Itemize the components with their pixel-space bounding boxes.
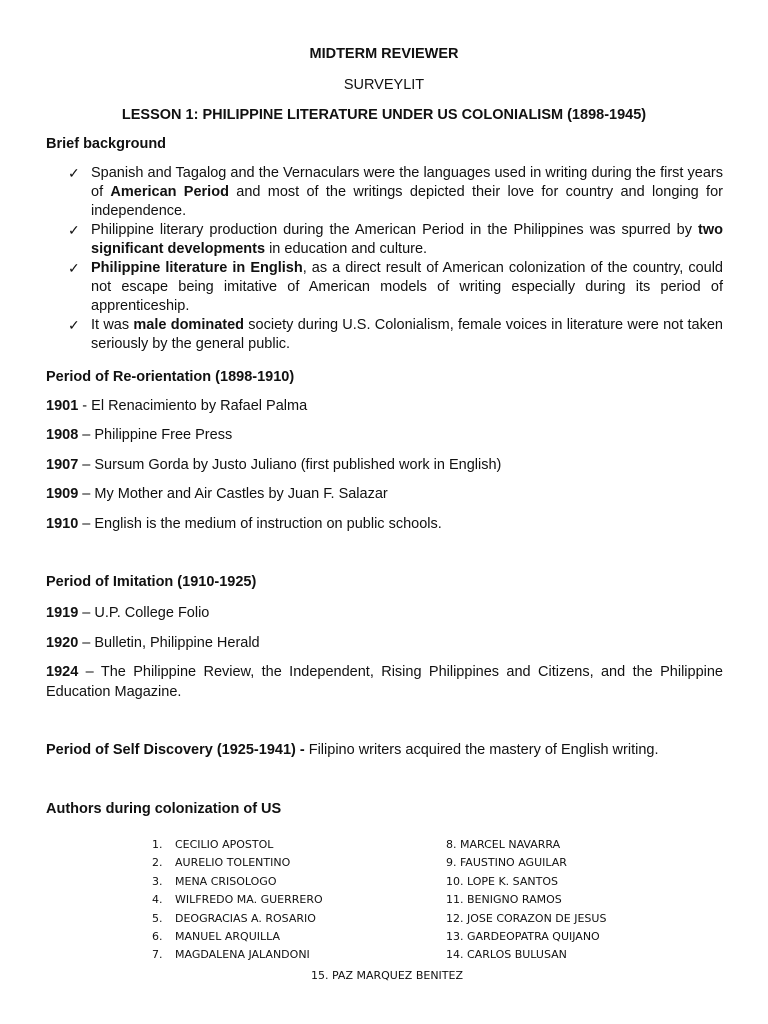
subject-name: SURVEYLIT bbox=[343, 77, 425, 93]
brief-background-heading: Brief background bbox=[46, 136, 167, 152]
timeline-entry: 1920 – Bulletin, Philippine Herald bbox=[46, 635, 260, 651]
list-item: 12. JOSE CORAZON DE JESUS bbox=[446, 911, 607, 925]
bullet-item: ✓ Philippine literary production during the American Period in the Philippines was spurred by two significant developments in education and culture. bbox=[68, 222, 723, 257]
self-discovery-paragraph: Period of Self Discovery (1925-1941) - Filipino writers acquired the mastery of English writing. bbox=[46, 742, 659, 758]
checkmark-icon: ✓ bbox=[68, 222, 80, 238]
document-title: MIDTERM REVIEWER bbox=[309, 46, 459, 62]
background-bullet-list bbox=[46, 164, 723, 354]
list-item: 11. BENIGNO RAMOS bbox=[446, 893, 562, 907]
reorientation-heading: Period of Re-orientation (1898-1910) bbox=[46, 369, 295, 385]
timeline-entry: 1919 – U.P. College Folio bbox=[46, 605, 210, 621]
list-item: 6. MANUEL ARQUILLA bbox=[152, 930, 281, 944]
list-item: 8. MARCEL NAVARRA bbox=[446, 838, 561, 851]
timeline-entry: 1909 – My Mother and Air Castles by Juan F. Salazar bbox=[46, 486, 388, 502]
list-item: 4. WILFREDO MA. GUERRERO bbox=[152, 893, 323, 907]
list-item: 3. MENA CRISOLOGO bbox=[152, 874, 277, 888]
authors-list-left bbox=[152, 836, 323, 965]
list-item: 7. MAGDALENA JALANDONI bbox=[152, 948, 310, 962]
checkmark-icon: ✓ bbox=[68, 317, 80, 333]
bullet-item: ✓ Philippine literature in English, as a direct result of American colonization of the country, could not escape being imitative of American models of writing especially during its period of apprenticeship. bbox=[68, 260, 723, 314]
imitation-heading: Period of Imitation (1910-1925) bbox=[46, 574, 257, 590]
lesson-title: LESSON 1: PHILIPPINE LITERATURE UNDER US COLONIALISM (1898-1945) bbox=[121, 107, 647, 123]
timeline-entry: 1910 – English is the medium of instruction on public schools. bbox=[46, 516, 442, 532]
list-item: 2. AURELIO TOLENTINO bbox=[152, 856, 291, 870]
authors-list-last: 15. PAZ MARQUEZ BENITEZ bbox=[311, 969, 464, 982]
timeline-entry: 1908 – Philippine Free Press bbox=[46, 427, 233, 443]
authors-heading: Authors during colonization of US bbox=[46, 801, 282, 817]
checkmark-icon: ✓ bbox=[68, 260, 80, 276]
authors-list-right bbox=[446, 836, 606, 965]
bullet-item: ✓ Spanish and Tagalog and the Vernaculars were the languages used in writing during the first years of American Period and most of the writings depicted their love for country and longing for independence. bbox=[68, 165, 723, 219]
list-item: 13. GARDEOPATRA QUIJANO bbox=[446, 930, 600, 944]
timeline-entry: 1907 – Sursum Gorda by Justo Juliano (first published work in English) bbox=[46, 457, 502, 473]
list-item: 14. CARLOS BULUSAN bbox=[446, 948, 567, 962]
list-item: 10. LOPE K. SANTOS bbox=[446, 874, 558, 888]
list-item: 9. FAUSTINO AGUILAR bbox=[446, 856, 567, 870]
bullet-item: ✓ It was male dominated society during U.S. Colonialism, female voices in literature were not taken seriously by the general public. bbox=[68, 317, 723, 352]
checkmark-icon: ✓ bbox=[68, 165, 80, 181]
list-item: 5. DEOGRACIAS A. ROSARIO bbox=[152, 911, 316, 925]
timeline-entry: 1924 – The Philippine Review, the Independent, Rising Philippines and Citizens, and the Philippine Education Magazine. bbox=[46, 664, 723, 700]
list-item: 1. CECILIO APOSTOL bbox=[152, 838, 274, 851]
timeline-entry: 1901 - El Renacimiento by Rafael Palma bbox=[46, 398, 308, 414]
